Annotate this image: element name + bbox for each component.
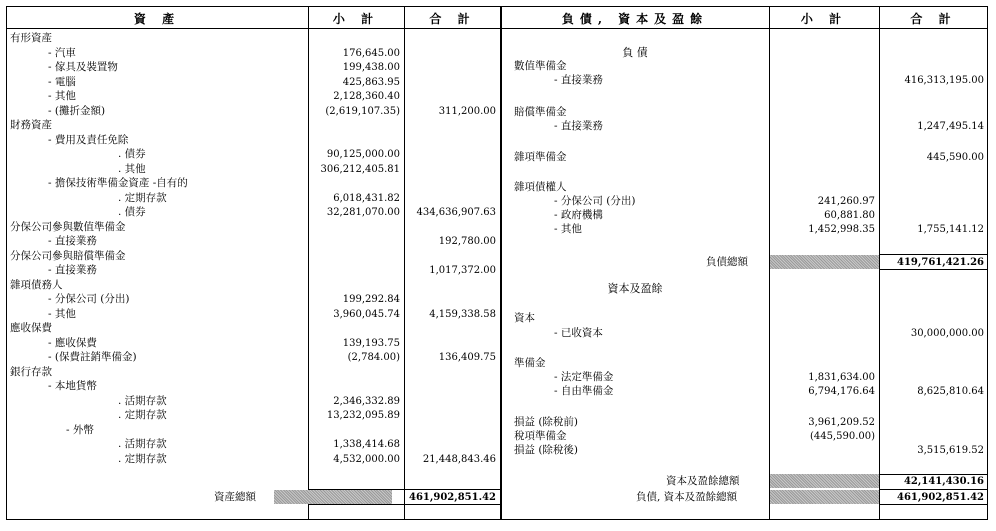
asset-row-label: . 定期存款 [118,409,167,421]
asset-row-subtotal: 199,438.00 [342,62,400,73]
liability-row-label: - 自由準備金 [554,385,614,397]
asset-row-label: - 分保公司 (分出) [48,293,130,305]
asset-row-label: - 直接業務 [48,264,97,276]
asset-row-subtotal: 425,863.95 [342,76,400,88]
liability-row-label: - 已收資本 [554,327,603,339]
asset-row-total: 4,159,338.58 [429,308,496,320]
liab-total-rule-top [880,254,987,255]
grand-total-label: 負債, 資本及盈餘總額 [636,491,738,503]
asset-row-label: . 債券 [118,148,146,160]
asset-row-total: 21,448,843.46 [422,453,496,465]
asset-row-subtotal: 6,018,431.82 [333,192,400,204]
asset-row-label: - 應收保費 [48,336,97,349]
asset-row-label: 分保公司參與賠償準備金 [10,249,126,262]
liability-row-label: - 直接業務 [554,120,603,132]
asset-row-total: 311,200.00 [438,105,496,117]
grand-total-shade [770,490,879,504]
liability-row-label: - 直接業務 [554,74,603,86]
liability-row-subtotal: (445,590.00) [809,431,875,442]
asset-row-label: . 定期存款 [118,452,167,465]
asset-row-label: - 外幣 [66,423,94,436]
liability-row-label: 損益 (除稅後) [514,444,579,456]
liability-row-label: - 政府機構 [554,209,603,221]
liab-total-value: 419,761,421.26 [897,257,984,268]
liability-row-subtotal: 1,452,998.35 [808,224,875,235]
liability-row-label: 損益 (除稅前) [514,416,579,428]
liability-row-subtotal: 1,831,634.00 [808,372,875,383]
asset-row-label: - 電腦 [48,75,76,88]
asset-row-total: 1,017,372.00 [429,265,496,276]
liability-row-subtotal: 3,961,209.52 [808,417,875,428]
cap-total-shade [770,474,879,488]
liability-row-total: 445,590.00 [926,152,984,163]
liability-row-label: - 法定準備金 [554,371,614,383]
asset-row-total: 136,409.75 [438,352,496,363]
liabilities-subtotal-header: 小 計 [800,12,848,26]
header-divider [6,28,988,29]
asset-row-label: - 其他 [48,307,76,320]
asset-row-label: - 汽車 [48,46,76,59]
asset-row-label: 財務資產 [10,119,52,131]
asset-row-label: . 其他 [118,162,146,175]
asset-row-subtotal: 1,338,414.68 [333,439,400,450]
asset-row-subtotal: 90,125,000.00 [326,149,400,160]
asset-row-subtotal: 306,212,405.81 [320,163,400,175]
left-border [6,6,7,520]
col-divider-mid [500,6,502,520]
grand-total-value: 461,902,851.42 [897,492,984,503]
liability-row-total: 3,515,619.52 [917,445,984,456]
asset-row-label: 有形資產 [10,32,52,44]
asset-row-label: - (保費註銷準備金) [48,351,137,363]
liability-row-label: 雜項債權人 [514,181,567,193]
asset-row-label: - 其他 [48,90,76,102]
liability-row-label: 數值準備金 [514,60,567,72]
liability-row-total: 1,247,495.14 [917,121,984,132]
liability-row-label: - 分保公司 (分出) [554,195,636,207]
asset-row-label: - (攤折金額) [48,104,106,117]
liability-section-heading: 資本及盈餘 [607,282,663,295]
asset-row-label: . 活期存款 [118,438,167,450]
asset-row-label: - 直接業務 [48,235,97,247]
liability-row-label: 資本 [514,312,535,324]
asset-row-label: - 本地貨幣 [48,380,97,392]
assets-total-value: 461,902,851.42 [409,492,496,503]
liab-total-label: 負債總額 [706,256,748,268]
asset-row-label: 應收保費 [10,322,52,334]
liab-total-shade [770,255,879,269]
liability-row-subtotal: 60,881.80 [824,210,875,221]
liability-row-label: 雜項準備金 [514,151,567,163]
grand-total-rule-bottom [880,504,987,505]
asset-row-label: . 定期存款 [118,191,167,204]
balance-sheet [6,6,988,520]
liability-row-subtotal: 241,260.97 [817,196,875,207]
liability-section-heading: 負 債 [622,46,648,59]
asset-row-label: - 費用及責任免除 [48,133,129,146]
assets-header: 資 產 [133,12,181,26]
top-border [6,6,988,7]
asset-row-total: 192,780.00 [438,236,496,247]
liability-row-label: 準備金 [514,357,546,369]
bottom-border [6,519,988,520]
asset-row-subtotal: 4,532,000.00 [333,453,400,465]
liability-row-label: 賠償準備金 [514,106,567,118]
assets-total-shade [274,490,392,504]
liability-row-total: 30,000,000.00 [910,328,984,339]
asset-row-subtotal: 32,281,070.00 [326,207,400,218]
asset-row-subtotal: 2,128,360.40 [333,91,400,102]
asset-row-label: 雜項債務人 [10,278,63,291]
liability-row-label: - 其他 [554,223,582,235]
assets-subtotal-header: 小 計 [332,12,380,26]
asset-row-subtotal: (2,619,107.35) [325,105,400,117]
right-border [987,6,988,520]
asset-row-subtotal: 3,960,045.74 [333,308,400,320]
liability-row-subtotal: 6,794,176.64 [808,386,875,397]
asset-row-subtotal: (2,784.00) [347,352,400,363]
asset-row-subtotal: 139,193.75 [342,337,400,349]
assets-total-header: 合 計 [429,12,476,26]
assets-total-rule-bottom [309,504,500,505]
asset-row-label: . 債券 [118,206,146,218]
asset-row-label: 分保公司參與數值準備金 [10,220,126,233]
liability-row-total: 416,313,195.00 [904,75,984,86]
asset-row-label: . 活期存款 [118,394,167,407]
asset-row-total: 434,636,907.63 [416,207,496,218]
liability-row-total: 1,755,141.12 [917,224,984,235]
liabilities-total-header: 合 計 [910,12,957,26]
col-divider-2 [404,6,405,520]
liab-total-rule-bottom [880,269,987,270]
asset-row-label: - 擔保技術準備金資產 -自有的 [48,177,188,189]
liabilities-header: 負債, 資本及盈餘 [561,12,709,26]
assets-total-label: 資產總額 [214,491,256,503]
asset-row-subtotal: 199,292.84 [342,294,400,305]
asset-row-subtotal: 13,232,095.89 [326,410,400,421]
liability-row-label: 稅項準備金 [514,430,567,442]
asset-row-label: 銀行存款 [10,365,52,378]
liability-row-total: 8,625,810.64 [917,386,984,397]
asset-row-subtotal: 2,346,332.89 [333,395,400,407]
cap-total-value: 42,141,430.16 [903,476,984,487]
cap-total-rule-bottom [880,489,987,490]
cap-total-label: 資本及盈餘總額 [666,475,740,487]
asset-row-label: - 傢具及裝置物 [48,61,118,73]
asset-row-subtotal: 176,645.00 [342,47,400,59]
